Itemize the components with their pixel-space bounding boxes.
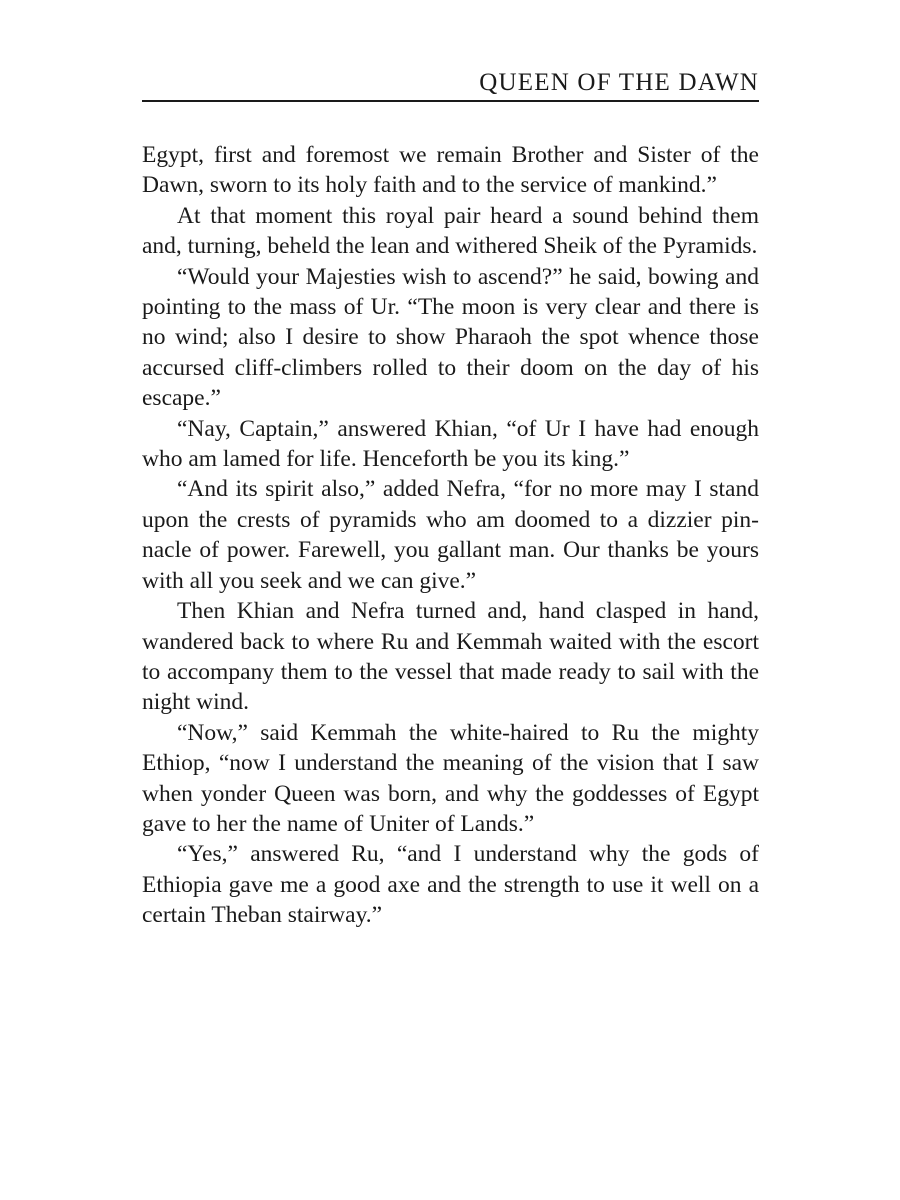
paragraph: “Yes,” answered Ru, “and I understand why the gods of Ethiopia gave me a good axe and the strength to use it well on a certain Theban stairway.” bbox=[142, 841, 759, 929]
body-text bbox=[142, 140, 759, 931]
paragraph: At that moment this royal pair heard a sound behind them and, turning, beheld the lean and withered Sheik of the Pyramids. bbox=[142, 202, 759, 260]
running-head-title: QUEEN OF THE DAWN bbox=[479, 69, 759, 96]
paragraph: “Nay, Captain,” answered Khian, “of Ur I have had enough who am lamed for life. Henceforth be you its king.” bbox=[142, 415, 759, 473]
paragraph: Egypt, first and foremost we remain Brother and Sister of the Dawn, sworn to its holy faith and to the service of mankind.” bbox=[142, 142, 759, 199]
header-rule bbox=[142, 100, 759, 102]
paragraph: “Now,” said Kemmah the white-haired to Ru the mighty Ethiop, “now I understand the meaning of the vision that I saw when yonder Queen was born, and why the goddesses of Egypt gave to her the name of Uniter of Lands.” bbox=[142, 719, 759, 837]
paragraph: “And its spirit also,” added Nefra, “for no more may I stand upon the crests of pyramids who am doomed to a dizzier pinnacle of power. Farewell, you gallant man. Our thanks be yours with all you seek and we can give.” bbox=[142, 476, 759, 594]
paragraph: Then Khian and Nefra turned and, hand clasped in hand, wandered back to where Ru and Kemmah waited with the escort to accompany them to the vessel that made ready to sail with the night wind. bbox=[142, 598, 759, 716]
paragraph: “Would your Majesties wish to ascend?” he said, bowing and pointing to the mass of Ur. “The moon is very clear and there is no wind; also I desire to show Pharaoh the spot whence those accursed cliff-climbers rolled to their doom on the day of his escape.” bbox=[142, 263, 759, 412]
